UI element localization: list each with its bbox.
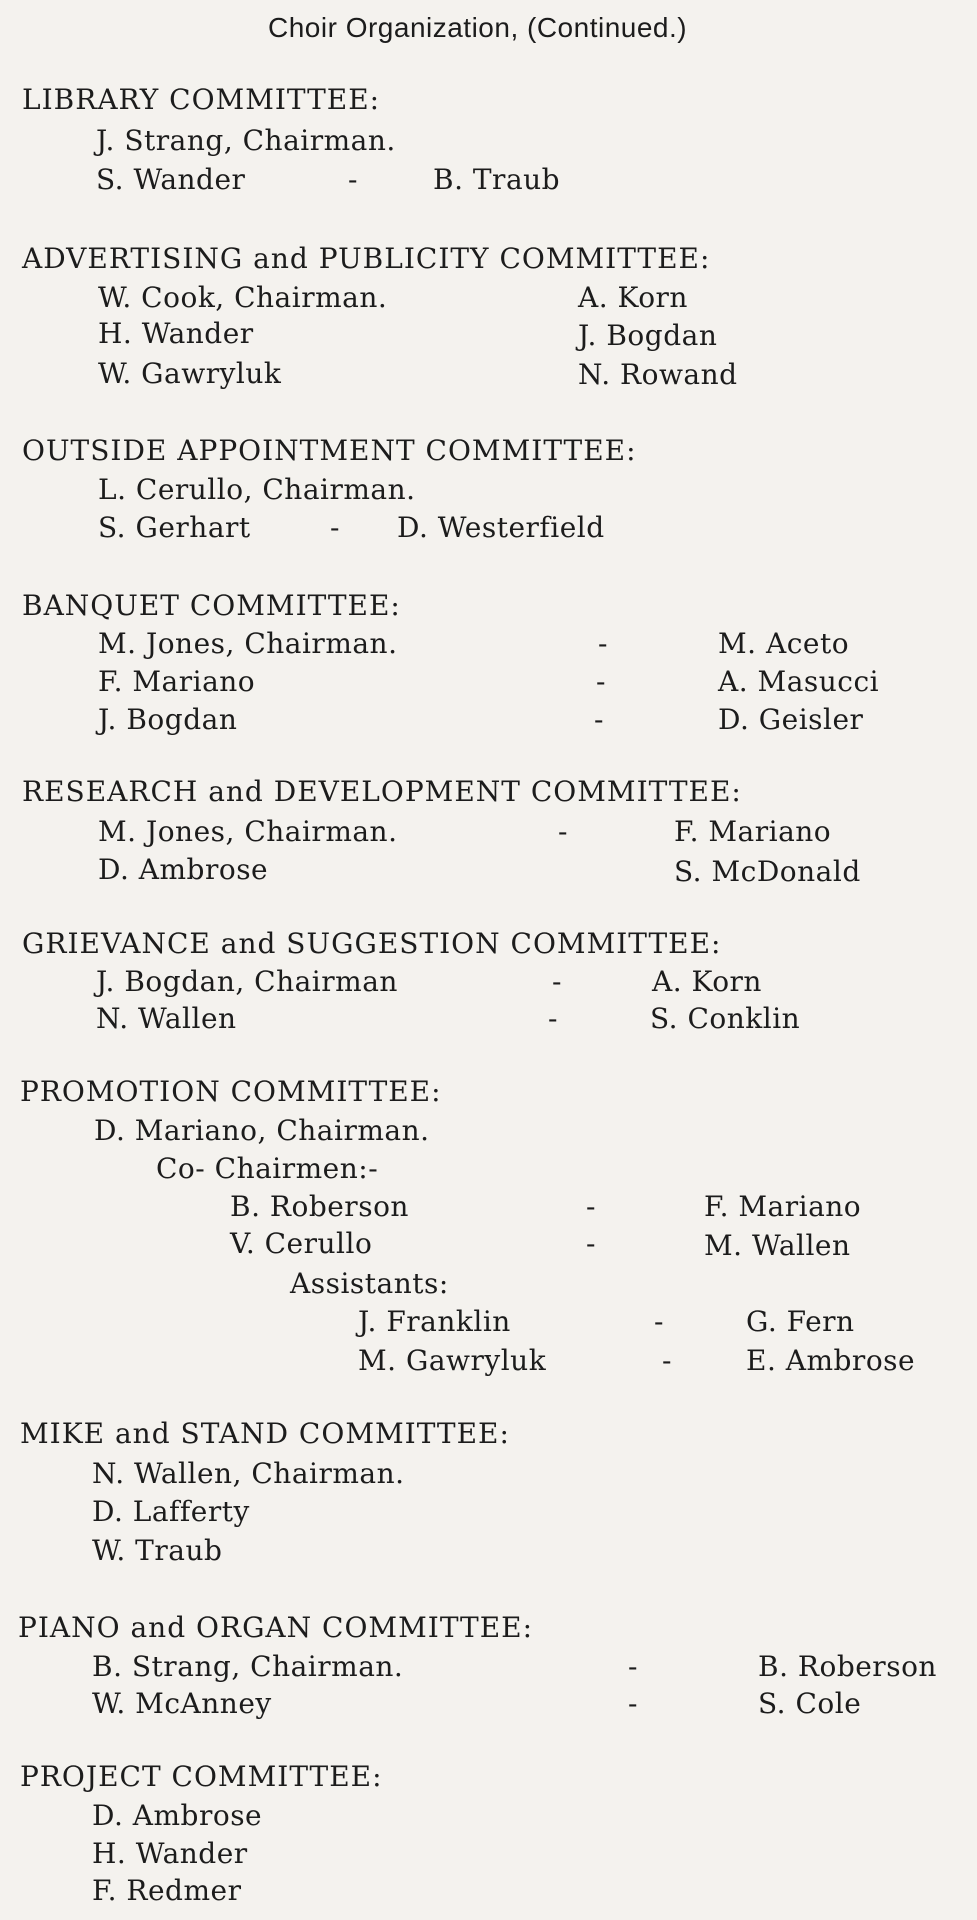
promotion-co-chairman: V. Cerullo: [230, 1227, 373, 1260]
promotion-chairman: D. Mariano, Chairman.: [94, 1114, 430, 1147]
separator-dash: -: [596, 665, 606, 698]
outside-heading: OUTSIDE APPOINTMENT COMMITTEE:: [22, 434, 637, 467]
advertising-member: J. Bogdan: [578, 319, 718, 352]
advertising-member: W. Gawryluk: [98, 357, 282, 390]
outside-member: S. Gerhart: [98, 511, 251, 544]
separator-dash: -: [598, 627, 608, 660]
banquet-member: D. Geisler: [718, 703, 864, 736]
research-member: F. Mariano: [674, 815, 832, 848]
advertising-member: H. Wander: [98, 317, 254, 350]
grievance-member: S. Conklin: [650, 1002, 801, 1035]
library-heading: LIBRARY COMMITTEE:: [22, 83, 381, 116]
separator-dash: -: [552, 965, 562, 998]
banquet-member: F. Mariano: [98, 665, 256, 698]
banquet-heading: BANQUET COMMITTEE:: [22, 589, 401, 622]
mike-heading: MIKE and STAND COMMITTEE:: [20, 1417, 510, 1450]
promotion-heading: PROMOTION COMMITTEE:: [20, 1075, 442, 1108]
mike-chairman: N. Wallen, Chairman.: [92, 1457, 405, 1490]
separator-dash: -: [662, 1344, 672, 1377]
project-heading: PROJECT COMMITTEE:: [20, 1760, 383, 1793]
separator-dash: -: [654, 1305, 664, 1338]
separator-dash: -: [558, 815, 568, 848]
separator-dash: -: [586, 1227, 596, 1260]
promotion-assistant: E. Ambrose: [746, 1344, 916, 1377]
advertising-member: N. Rowand: [578, 358, 738, 391]
library-member: B. Traub: [433, 163, 561, 196]
separator-dash: -: [594, 703, 604, 736]
promotion-co-chairman: M. Wallen: [704, 1229, 851, 1262]
grievance-member: A. Korn: [652, 965, 762, 998]
promotion-co-chairmen-label: Co- Chairmen:-: [156, 1152, 379, 1185]
mike-member: D. Lafferty: [92, 1495, 250, 1528]
research-member: D. Ambrose: [98, 853, 269, 886]
outside-chairman: L. Cerullo, Chairman.: [98, 473, 416, 506]
promotion-assistants-label: Assistants:: [290, 1267, 449, 1300]
library-member: S. Wander: [96, 163, 246, 196]
outside-member: D. Westerfield: [397, 511, 605, 544]
grievance-chairman: J. Bogdan, Chairman: [96, 965, 398, 998]
page-title: Choir Organization, (Continued.): [268, 12, 688, 43]
research-heading: RESEARCH and DEVELOPMENT COMMITTEE:: [22, 775, 742, 808]
project-member: F. Redmer: [92, 1874, 242, 1907]
piano-chairman: B. Strang, Chairman.: [92, 1650, 404, 1683]
separator-dash: -: [348, 163, 358, 196]
promotion-co-chairman: B. Roberson: [230, 1190, 409, 1223]
separator-dash: -: [586, 1190, 596, 1223]
promotion-co-chairman: F. Mariano: [704, 1190, 862, 1223]
promotion-assistant: M. Gawryluk: [358, 1344, 547, 1377]
advertising-chairman: W. Cook, Chairman.: [98, 281, 388, 314]
project-member: H. Wander: [92, 1837, 248, 1870]
separator-dash: -: [628, 1687, 638, 1720]
grievance-heading: GRIEVANCE and SUGGESTION COMMITTEE:: [22, 927, 722, 960]
piano-member: S. Cole: [758, 1687, 862, 1720]
research-member: S. McDonald: [674, 855, 861, 888]
separator-dash: -: [330, 511, 340, 544]
banquet-member: J. Bogdan: [98, 703, 238, 736]
promotion-assistant: G. Fern: [746, 1305, 855, 1338]
project-member: D. Ambrose: [92, 1799, 263, 1832]
promotion-assistant: J. Franklin: [358, 1305, 511, 1338]
mike-member: W. Traub: [92, 1534, 223, 1567]
grievance-member: N. Wallen: [96, 1002, 237, 1035]
piano-member: W. McAnney: [92, 1687, 272, 1720]
banquet-member: A. Masucci: [718, 665, 880, 698]
banquet-member: M. Aceto: [718, 627, 850, 660]
advertising-heading: ADVERTISING and PUBLICITY COMMITTEE:: [22, 242, 711, 275]
research-chairman: M. Jones, Chairman.: [98, 815, 398, 848]
library-chairman: J. Strang, Chairman.: [96, 124, 396, 157]
separator-dash: -: [548, 1002, 558, 1035]
piano-member: B. Roberson: [758, 1650, 937, 1683]
piano-heading: PIANO and ORGAN COMMITTEE:: [18, 1611, 534, 1644]
banquet-chairman: M. Jones, Chairman.: [98, 627, 398, 660]
advertising-member: A. Korn: [578, 281, 688, 314]
separator-dash: -: [628, 1650, 638, 1683]
